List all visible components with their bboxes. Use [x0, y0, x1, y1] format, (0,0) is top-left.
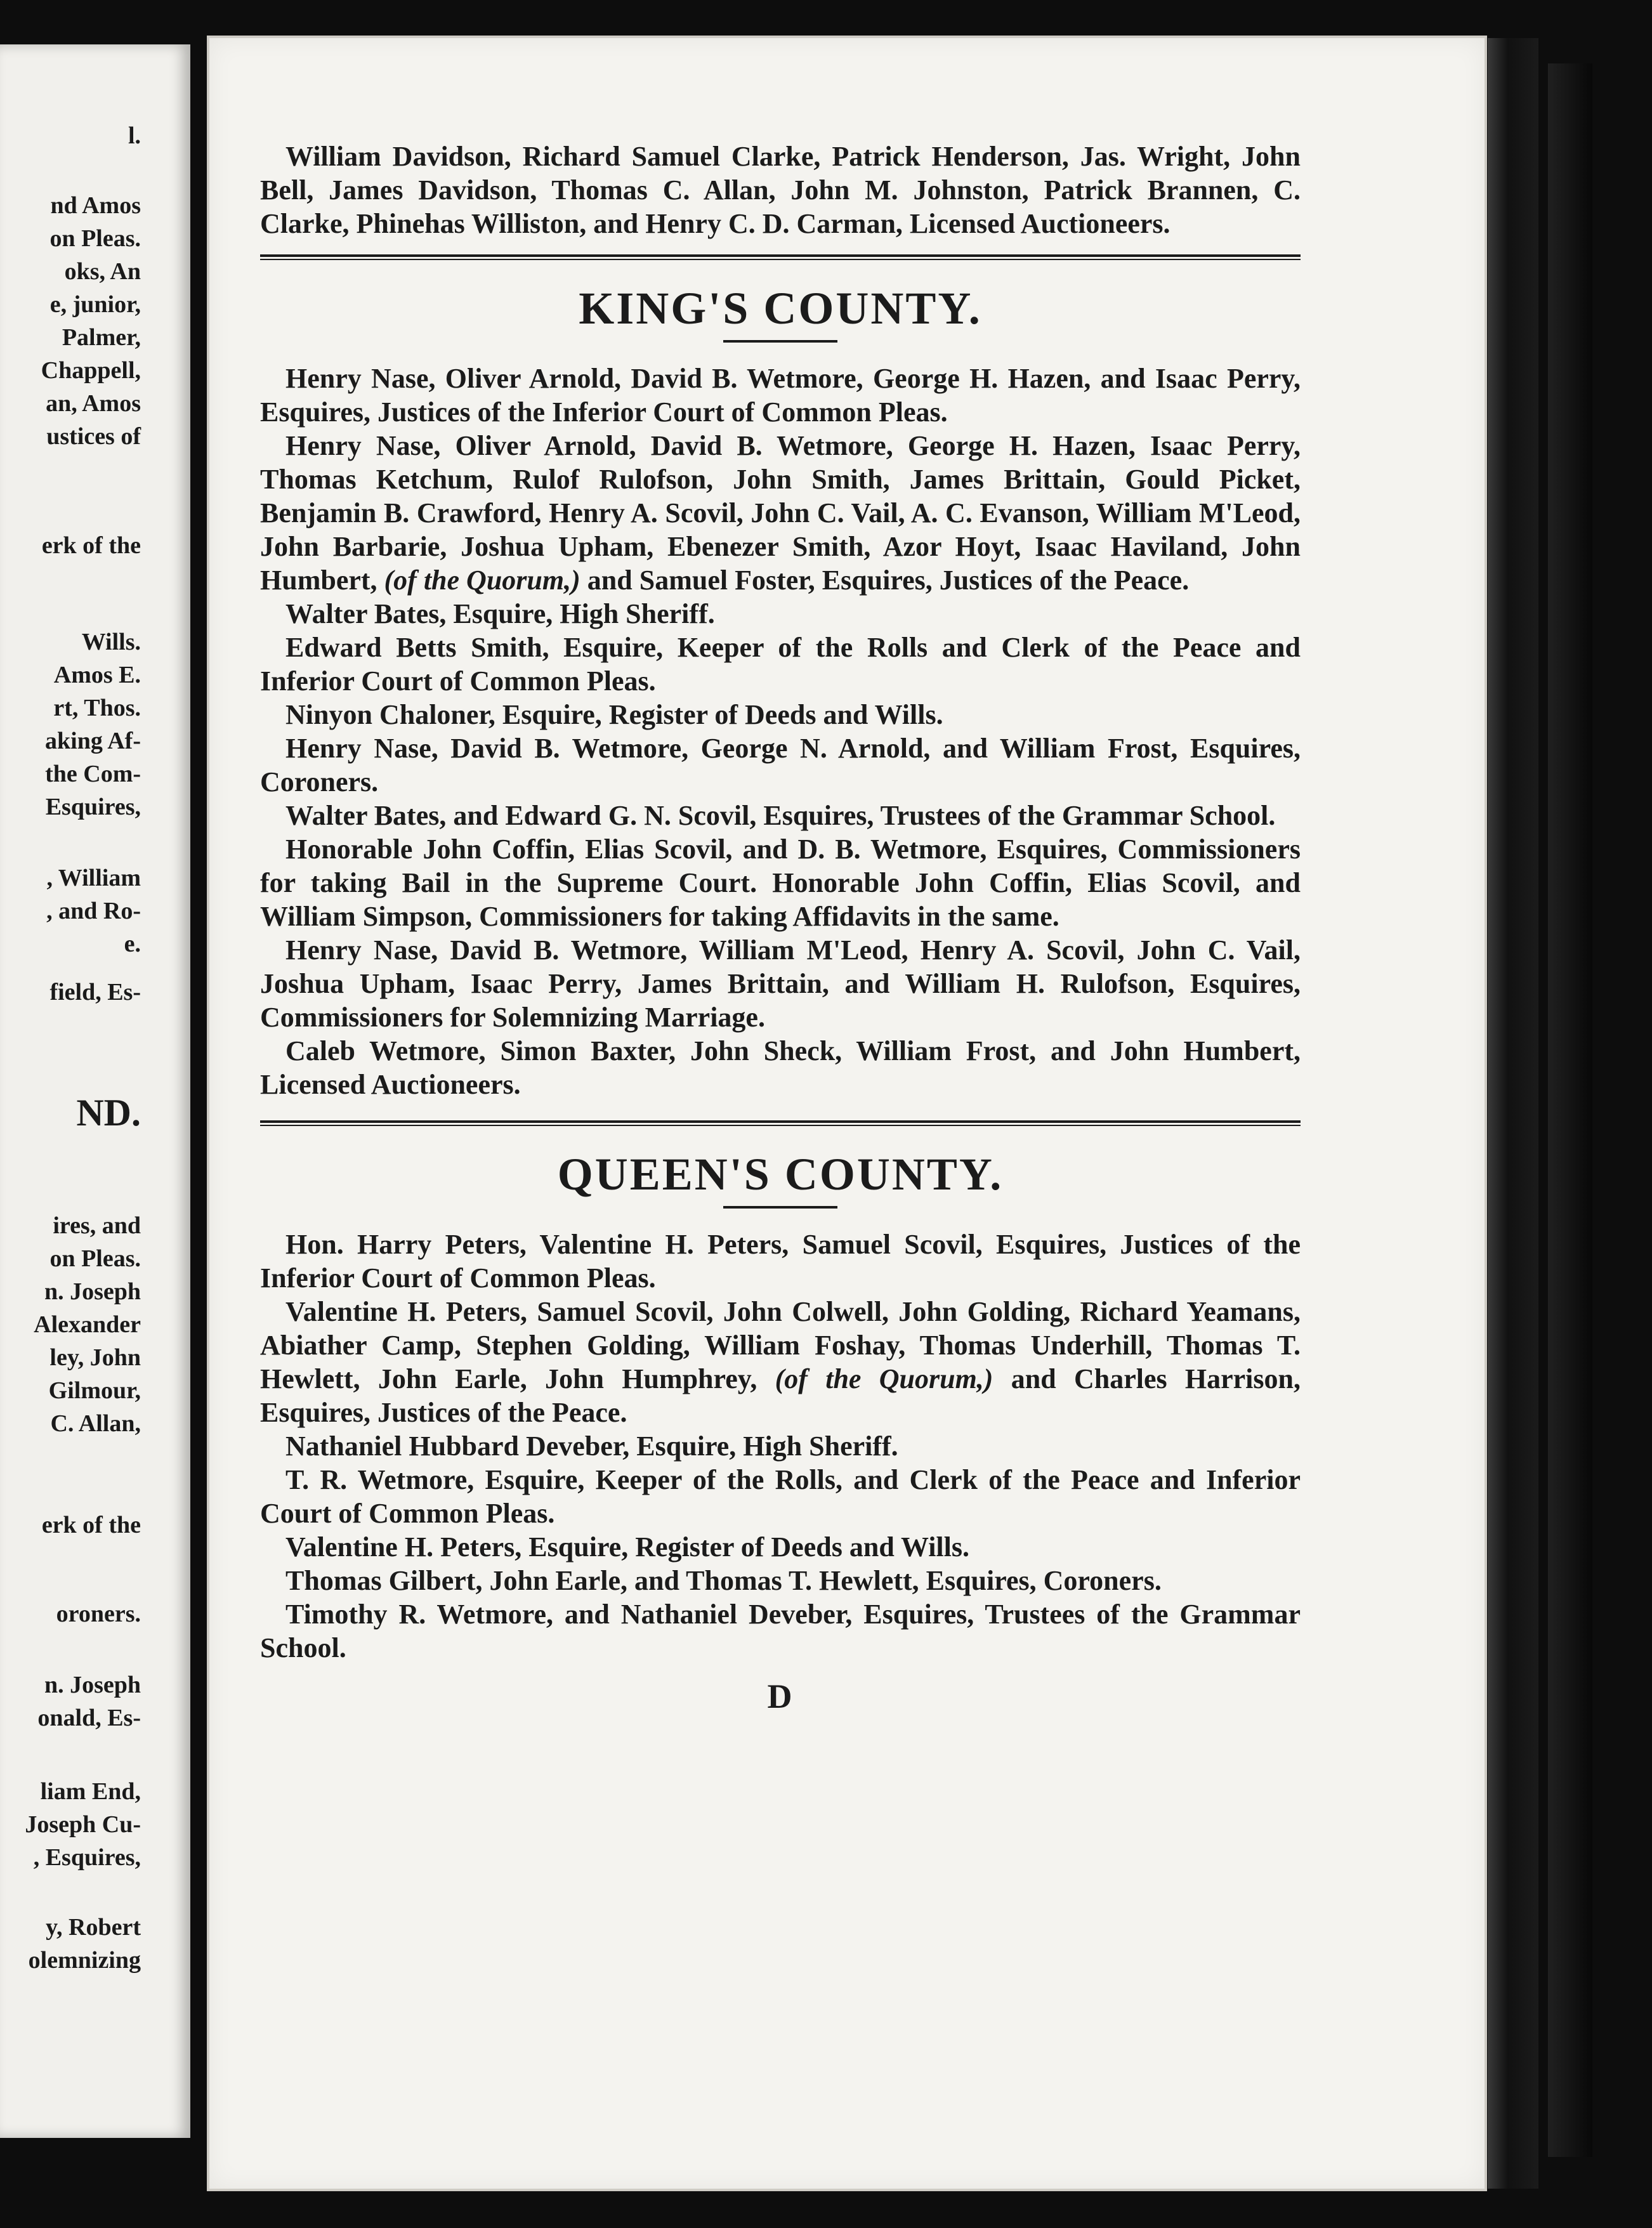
official-entry: Timothy R. Wetmore, and Nathaniel Deveber, Esquires, Trustees of the Grammar School. [260, 1599, 1301, 1663]
left-page-line: Palmer, [62, 324, 141, 351]
queens-county-heading: QUEEN'S COUNTY. [557, 1149, 1004, 1200]
left-page-line: Wills. [81, 629, 141, 655]
left-page-line: Alexander [34, 1311, 141, 1338]
intro-section [260, 140, 1301, 240]
left-page-line: on Pleas. [49, 225, 141, 252]
left-page-line: oroners. [56, 1601, 141, 1627]
official-entry: Henry Nase, David B. Wetmore, George N. Arnold, and William Frost, Esquires, Coroners. [260, 733, 1301, 797]
heading-underline [723, 1206, 837, 1209]
official-entry: Henry Nase, Oliver Arnold, David B. Wetmore, George H. Hazen, and Isaac Perry, Esquires, Justices of the Inferior Court of Common Pleas. [260, 363, 1301, 428]
section-divider [260, 254, 1301, 260]
left-page-line: rt, Thos. [53, 695, 141, 721]
official-entry: Edward Betts Smith, Esquire, Keeper of the Rolls and Clerk of the Peace and Inferior Court of Common Pleas. [260, 632, 1301, 697]
entry-text: Henry Nase, Oliver Arnold, David B. Wetmore, George H. Hazen, Isaac Perry, Thomas Ketchum, Rulof Rulofson, John Smith, James Brittain, Gould Picket, Benjamin B. Crawford, Henry A. Scovil, John C. Vail, A. C. Evanson, William M'Leod, John Barbarie, Joshua Upham, Ebenezer Smith, Azor Hoyt, Isaac Haviland, John Humbert, [260, 430, 1301, 596]
left-page-heading: ND. [76, 1092, 141, 1134]
official-entry [260, 429, 1301, 597]
left-page-line: , William [46, 865, 141, 891]
official-entry: Valentine H. Peters, Esquire, Register of Deeds and Wills. [285, 1531, 969, 1563]
signature-mark: D [767, 1677, 794, 1715]
left-page-line: l. [128, 122, 141, 149]
left-page-line: the Com- [45, 761, 141, 787]
section-divider [260, 1120, 1301, 1126]
entry-text: Valentine H. Peters, Samuel Scovil, John Colwell, John Golding, Richard Yeamans, Abiather Camp, Stephen Golding, William Foshay, Thomas Underhill, Thomas T. Hewlett, John Earle, John Humphrey, [260, 1296, 1301, 1394]
left-page-line: ustices of [46, 423, 141, 450]
quorum-note: (of the Quorum,) [384, 565, 580, 596]
book-edge [1548, 63, 1592, 2157]
left-page-line: on Pleas. [49, 1245, 141, 1272]
official-entry: Hon. Harry Peters, Valentine H. Peters, Samuel Scovil, Esquires, Justices of the Inferior Court of Common Pleas. [260, 1229, 1301, 1294]
official-entry: Henry Nase, David B. Wetmore, William M'Leod, Henry A. Scovil, John C. Vail, Joshua Upham, Isaac Perry, James Brittain, and William H. Rulofson, Esquires, Commissioners for Solemnizing Marriage. [260, 934, 1301, 1033]
left-page-line: aking Af- [45, 728, 141, 754]
official-entry: Honorable John Coffin, Elias Scovil, and D. B. Wetmore, Esquires, Commissioners for taking Bail in the Supreme Court. Honorable John Coffin, Elias Scovil, and William Simpson, Commissioners for taking Affidavits in the same. [260, 834, 1301, 932]
quorum-note: (of the Quorum,) [775, 1363, 993, 1394]
page-content [260, 140, 1301, 1714]
left-page-line: ires, and [53, 1212, 141, 1239]
left-page-line: ley, John [49, 1344, 141, 1371]
official-entry: Thomas Gilbert, John Earle, and Thomas T. Hewlett, Esquires, Coroners. [285, 1565, 1162, 1596]
left-page-line: Joseph Cu- [25, 1811, 141, 1838]
left-page-line: n. Joseph [44, 1672, 141, 1698]
auctioneer-entry: William Davidson, Richard Samuel Clarke, Patrick Henderson, Jas. Wright, John Bell, James Davidson, Thomas C. Allan, John M. Johnston, Patrick Brannen, C. Clarke, Phinehas Williston, and Henry C. D. Carman, Licensed Auctioneers. [260, 141, 1301, 239]
left-page-line: field, Es- [49, 979, 141, 1006]
queens-county-entries [260, 1228, 1301, 1665]
left-page-line: y, Robert [46, 1914, 141, 1941]
left-page-line: e. [124, 931, 141, 957]
official-entry: Walter Bates, and Edward G. N. Scovil, Esquires, Trustees of the Grammar School. [285, 800, 1276, 831]
official-entry: T. R. Wetmore, Esquire, Keeper of the Rolls, and Clerk of the Peace and Inferior Court of Common Pleas. [260, 1464, 1301, 1529]
left-page-line: erk of the [41, 1512, 141, 1538]
official-entry: Walter Bates, Esquire, High Sheriff. [285, 598, 715, 629]
left-page-line: Gilmour, [48, 1377, 141, 1404]
left-page-line: an, Amos [46, 390, 141, 417]
left-page-line: onald, Es- [37, 1705, 141, 1731]
official-entry: Caleb Wetmore, Simon Baxter, John Sheck, William Frost, and John Humbert, Licensed Auctioneers. [260, 1035, 1301, 1100]
official-entry: Ninyon Chaloner, Esquire, Register of Deeds and Wills. [285, 699, 943, 730]
left-page-line: n. Joseph [44, 1278, 141, 1305]
left-page-line: nd Amos [50, 192, 141, 219]
left-page-fragment [0, 44, 190, 2138]
left-page-line: olemnizing [28, 1947, 141, 1974]
document-page [209, 38, 1485, 2189]
kings-county-entries [260, 362, 1301, 1101]
left-page-line: liam End, [40, 1778, 141, 1805]
left-page-line: Esquires, [45, 794, 141, 820]
entry-text: and Samuel Foster, Esquires, Justices of the Peace. [580, 565, 1190, 596]
book-spine [1488, 38, 1538, 2189]
entry-text: and Charles Harrison, Esquires, Justices of the Peace. [260, 1363, 1301, 1428]
left-page-line: , and Ro- [46, 898, 141, 924]
left-page-line: Amos E. [53, 662, 141, 688]
left-page-line: , Esquires, [33, 1844, 141, 1871]
official-entry [260, 1295, 1301, 1429]
left-page-line: oks, An [64, 258, 141, 285]
left-page-line: erk of the [41, 532, 141, 559]
left-page-line: Chappell, [41, 357, 141, 384]
left-page-line: e, junior, [49, 291, 141, 318]
left-page-line: C. Allan, [50, 1410, 141, 1437]
heading-underline [723, 340, 837, 343]
kings-county-heading: KING'S COUNTY. [579, 283, 982, 334]
official-entry: Nathaniel Hubbard Deveber, Esquire, High Sheriff. [285, 1431, 898, 1462]
